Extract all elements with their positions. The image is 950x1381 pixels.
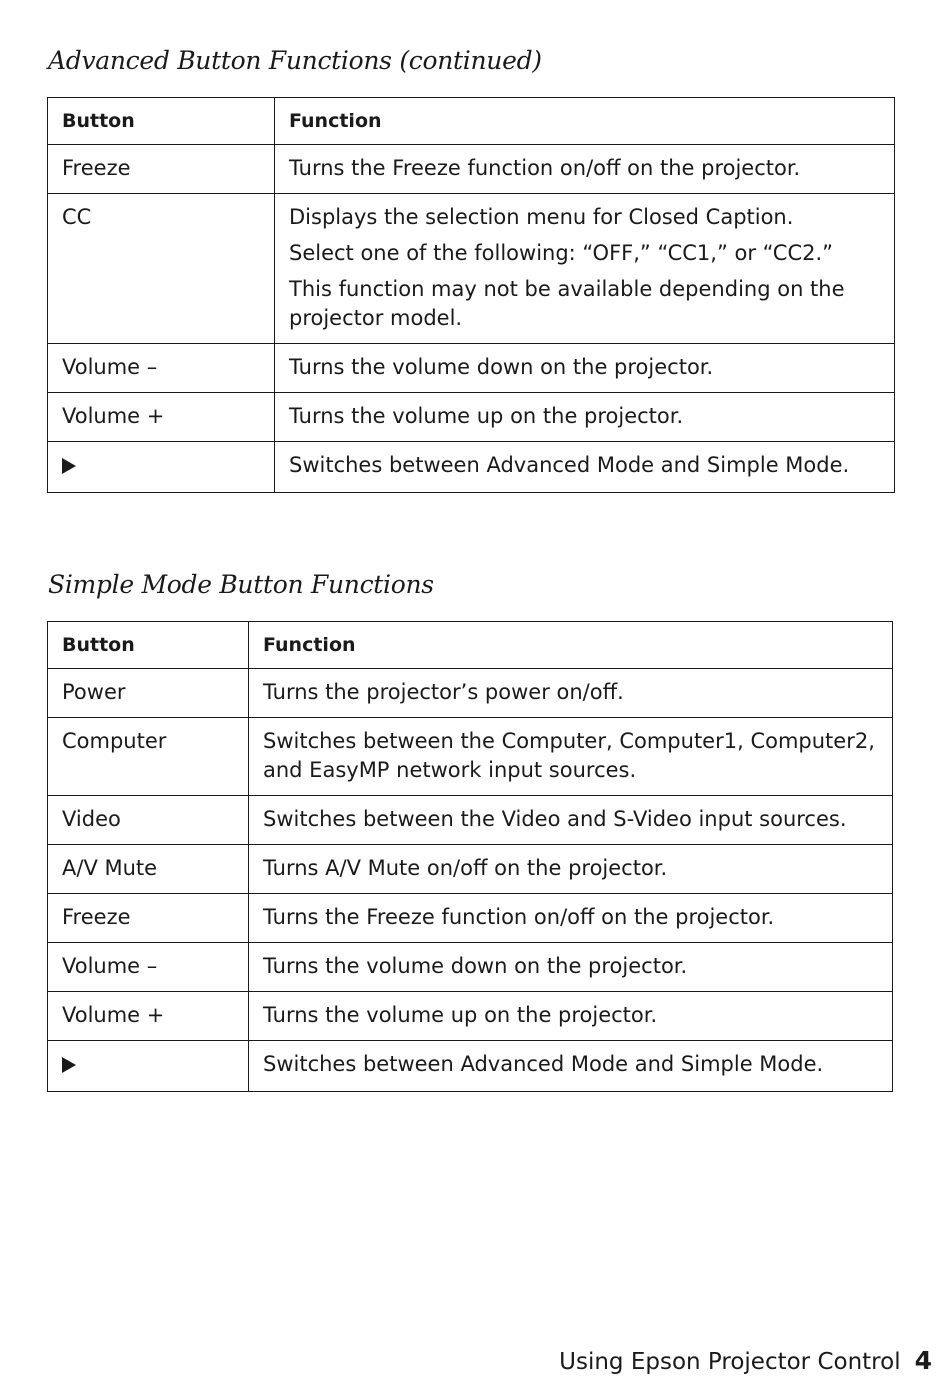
table-row — [48, 194, 895, 344]
button-cell: Computer — [48, 718, 249, 796]
table-row — [48, 1041, 893, 1092]
function-cell: Switches between the Computer, Computer1, Computer2, and EasyMP network input sources. — [249, 718, 893, 796]
table-row — [48, 943, 893, 992]
table-row — [48, 442, 895, 493]
column-header-button: Button — [48, 622, 249, 669]
button-cell: Volume – — [48, 943, 249, 992]
page-footer — [559, 1346, 932, 1375]
button-cell — [48, 442, 275, 493]
function-cell: Switches between Advanced Mode and Simple Mode. — [275, 442, 895, 493]
table-row — [48, 894, 893, 943]
button-cell: Volume + — [48, 393, 275, 442]
button-cell: Volume + — [48, 992, 249, 1041]
page-number: 4 — [914, 1346, 932, 1375]
button-cell: Freeze — [48, 894, 249, 943]
function-cell: Turns the volume down on the projector. — [249, 943, 893, 992]
button-cell: Power — [48, 669, 249, 718]
function-paragraph: Select one of the following: “OFF,” “CC1,” or “CC2.” — [289, 241, 834, 265]
button-cell: Volume – — [48, 344, 275, 393]
function-cell: Switches between the Video and S-Video input sources. — [249, 796, 893, 845]
table-row — [48, 344, 895, 393]
button-cell: Video — [48, 796, 249, 845]
play-triangle-icon — [62, 1057, 76, 1073]
function-cell: Turns the Freeze function on/off on the projector. — [275, 145, 895, 194]
function-cell: Turns the volume up on the projector. — [249, 992, 893, 1041]
simple-mode-functions-table — [47, 621, 893, 1092]
button-cell — [48, 1041, 249, 1092]
table-row — [48, 718, 893, 796]
table-header-row — [48, 98, 895, 145]
simple-section-title: Simple Mode Button Functions — [48, 570, 434, 599]
function-paragraph: Displays the selection menu for Closed Caption. — [289, 205, 794, 229]
function-cell: Turns the volume up on the projector. — [275, 393, 895, 442]
function-paragraph: This function may not be available depending on the projector model. — [289, 277, 845, 330]
table-row — [48, 669, 893, 718]
column-header-function: Function — [275, 98, 895, 145]
table-row — [48, 145, 895, 194]
footer-section-name: Using Epson Projector Control — [559, 1349, 901, 1375]
function-cell: Turns the projector’s power on/off. — [249, 669, 893, 718]
button-cell: A/V Mute — [48, 845, 249, 894]
table-row — [48, 796, 893, 845]
function-cell: Turns the volume down on the projector. — [275, 344, 895, 393]
column-header-button: Button — [48, 98, 275, 145]
button-cell: CC — [48, 194, 275, 344]
table-header-row — [48, 622, 893, 669]
function-cell: Switches between Advanced Mode and Simple Mode. — [249, 1041, 893, 1092]
button-cell: Freeze — [48, 145, 275, 194]
table-row — [48, 845, 893, 894]
play-triangle-icon — [62, 458, 76, 474]
function-cell: Turns the Freeze function on/off on the projector. — [249, 894, 893, 943]
column-header-function: Function — [249, 622, 893, 669]
function-cell: Turns A/V Mute on/off on the projector. — [249, 845, 893, 894]
advanced-functions-table — [47, 97, 895, 493]
table-row — [48, 393, 895, 442]
advanced-section-title: Advanced Button Functions (continued) — [48, 46, 542, 75]
table-row — [48, 992, 893, 1041]
function-cell — [275, 194, 895, 344]
